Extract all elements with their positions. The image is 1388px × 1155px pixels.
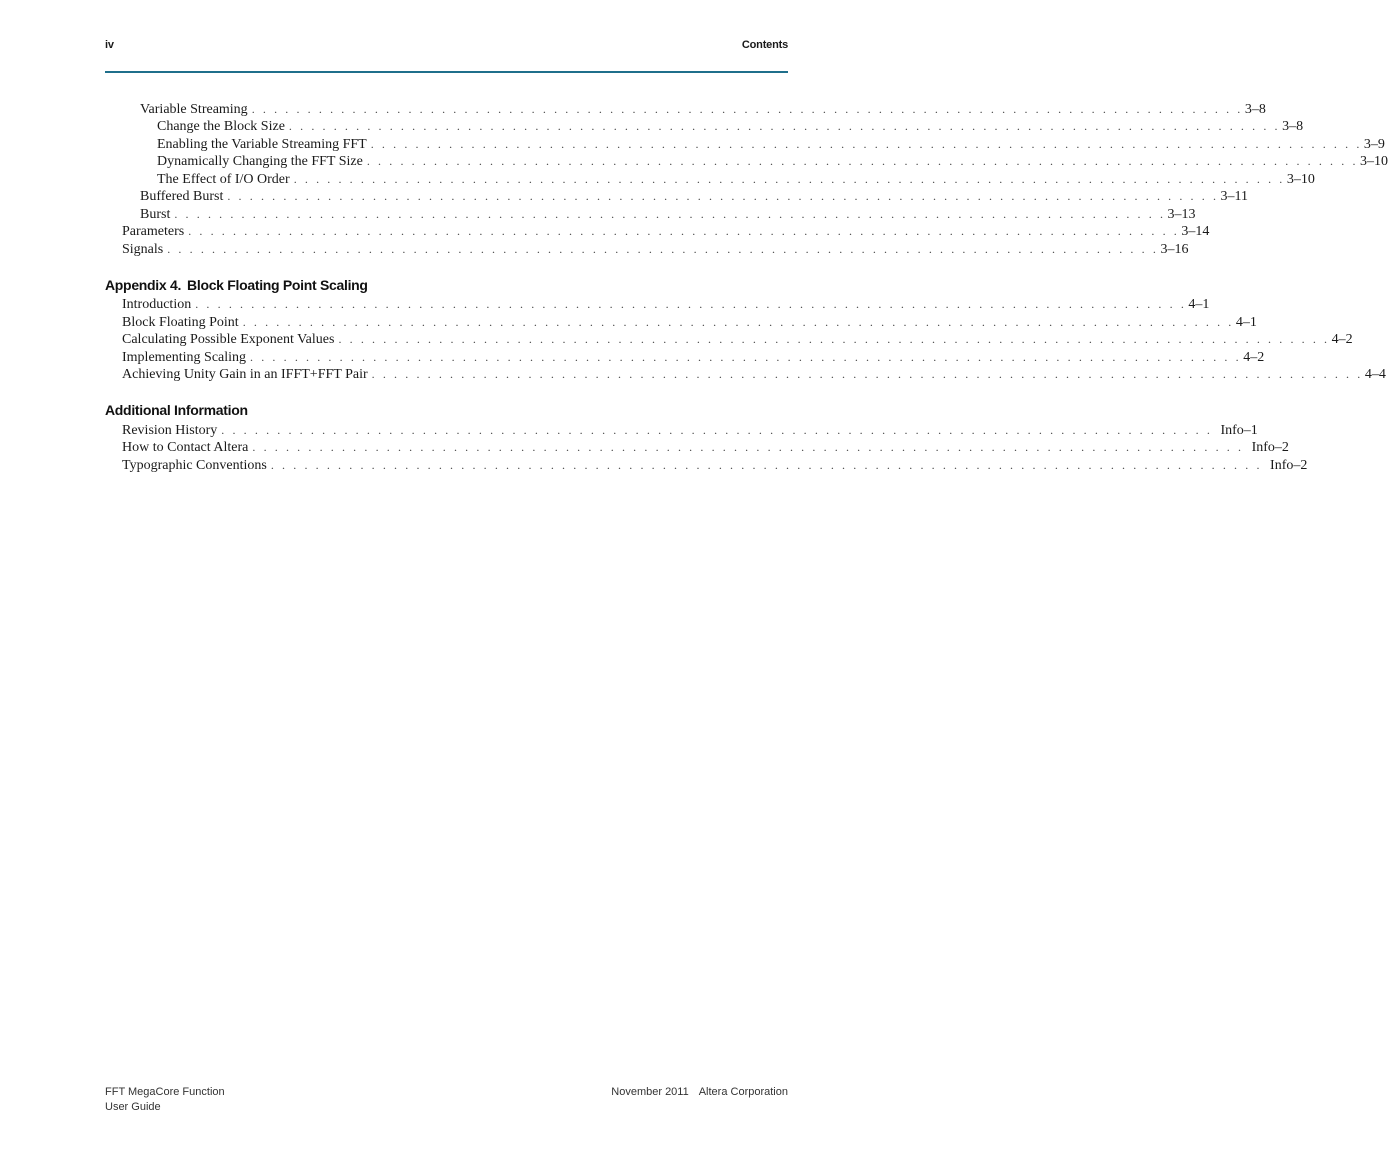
toc-entry-page: 3–14 xyxy=(1181,224,1210,239)
dot-leader: . . . . . . . . . . . . . . . . . . . . . . . . . . . . . . . . . . . . . . . . . . . . . . . . . . . . . . . . . . . . . . . . . . . . . . . . . . . . . . . . . . . . . . . . . xyxy=(288,119,1281,133)
dot-leader: . . . . . . . . . . . . . . . . . . . . . . . . . . . . . . . . . . . . . . . . . . . . . . . . . . . . . . . . . . . . . . . . . . . . . . . . . . . . . . . . . . . . . . . . . xyxy=(242,315,1234,329)
toc-entry-label: Variable Streaming xyxy=(140,102,248,117)
toc-entry-page: 4–1 xyxy=(1188,297,1210,312)
footer-company: Altera Corporation xyxy=(698,1086,788,1098)
toc-entry-label: Achieving Unity Gain in an IFFT+FFT Pair xyxy=(122,367,368,382)
toc-entry[interactable] xyxy=(157,171,1315,188)
dot-leader: . . . . . . . . . . . . . . . . . . . . . . . . . . . . . . . . . . . . . . . . . . . . . . . . . . . . . . . . . . . . . . . . . . . . . . . . . . . . . . . . . . . . . . . . . xyxy=(167,242,1159,256)
toc-entry-page: 3–13 xyxy=(1167,207,1196,222)
footer-title: FFT MegaCore Function xyxy=(105,1086,225,1098)
toc-entry[interactable] xyxy=(122,296,1210,313)
toc-entry-label: Block Floating Point xyxy=(122,315,239,330)
dot-leader: . . . . . . . . . . . . . . . . . . . . . . . . . . . . . . . . . . . . . . . . . . . . . . . . . . . . . . . . . . . . . . . . . . . . . . . . . . . . . . . . . . . . . . . . . xyxy=(174,207,1166,221)
toc-entry[interactable] xyxy=(122,422,1258,439)
dot-leader: . . . . . . . . . . . . . . . . . . . . . . . . . . . . . . . . . . . . . . . . . . . . . . . . . . . . . . . . . . . . . . . . . . . . . . . . . . . . . . . . . . . . . . . . . xyxy=(293,172,1285,186)
footer-left xyxy=(105,1085,225,1115)
toc-entry-label: Signals xyxy=(122,242,164,257)
toc-entry-label: Revision History xyxy=(122,423,218,438)
toc-entry-label: Dynamically Changing the FFT Size xyxy=(157,154,363,169)
toc-entry-label: Implementing Scaling xyxy=(122,350,247,365)
dot-leader: . . . . . . . . . . . . . . . . . . . . . . . . . . . . . . . . . . . . . . . . . . . . . . . . . . . . . . . . . . . . . . . . . . . . . . . . . . . . . . . . . . . . . . . . . xyxy=(371,367,1363,381)
dot-leader: . . . . . . . . . . . . . . . . . . . . . . . . . . . . . . . . . . . . . . . . . . . . . . . . . . . . . . . . . . . . . . . . . . . . . . . . . . . . . . . . . . . . . . . . . xyxy=(251,102,1243,116)
toc-entry[interactable] xyxy=(140,206,1196,223)
dot-leader: . . . . . . . . . . . . . . . . . . . . . . . . . . . . . . . . . . . . . . . . . . . . . . . . . . . . . . . . . . . . . . . . . . . . . . . . . . . . . . . . . . . . . . . . . xyxy=(195,297,1187,311)
toc-entry-page: 3–9 xyxy=(1363,137,1385,152)
section-heading[interactable] xyxy=(105,277,368,293)
dot-leader: . . . . . . . . . . . . . . . . . . . . . . . . . . . . . . . . . . . . . . . . . . . . . . . . . . . . . . . . . . . . . . . . . . . . . . . . . . . . . . . . . . . . . . . . . xyxy=(370,137,1362,151)
toc-entry-label: Typographic Conventions xyxy=(122,458,267,473)
section-heading[interactable] xyxy=(105,402,248,418)
toc-entry[interactable] xyxy=(122,349,1265,366)
dot-leader: . . . . . . . . . . . . . . . . . . . . . . . . . . . . . . . . . . . . . . . . . . . . . . . . . . . . . . . . . . . . . . . . . . . . . . . . . . . . . . . . . . . . . . . . . xyxy=(227,189,1219,203)
toc-entry-label: Change the Block Size xyxy=(157,119,285,134)
dot-leader: . . . . . . . . . . . . . . . . . . . . . . . . . . . . . . . . . . . . . . . . . . . . . . . . . . . . . . . . . . . . . . . . . . . . . . . . . . . . . . . . . . . . . . . . . xyxy=(221,423,1213,437)
toc-entry-label: Parameters xyxy=(122,224,185,239)
toc-entry-label: The Effect of I/O Order xyxy=(157,172,290,187)
dot-leader: . . . . . . . . . . . . . . . . . . . . . . . . . . . . . . . . . . . . . . . . . . . . . . . . . . . . . . . . . . . . . . . . . . . . . . . . . . . . . . . . . . . . . . . . . xyxy=(250,350,1242,364)
section-title: Additional Information xyxy=(105,402,248,418)
toc-entry-label: Buffered Burst xyxy=(140,189,224,204)
toc-entry-page: 3–10 xyxy=(1286,172,1315,187)
toc-entry[interactable] xyxy=(157,153,1388,170)
dot-leader: . . . . . . . . . . . . . . . . . . . . . . . . . . . . . . . . . . . . . . . . . . . . . . . . . . . . . . . . . . . . . . . . . . . . . . . . . . . . . . . . . . . . . . . . . xyxy=(270,458,1263,472)
footer-subtitle: User Guide xyxy=(105,1101,161,1113)
toc-entry-page: 3–10 xyxy=(1360,154,1388,169)
toc-entry[interactable] xyxy=(122,241,1189,258)
toc-entry[interactable] xyxy=(122,314,1257,331)
toc-entry-page: 4–2 xyxy=(1331,332,1353,347)
dot-leader: . . . . . . . . . . . . . . . . . . . . . . . . . . . . . . . . . . . . . . . . . . . . . . . . . . . . . . . . . . . . . . . . . . . . . . . . . . . . . . . . . . . . . . . . . xyxy=(188,224,1180,238)
toc-entry-page: 3–8 xyxy=(1244,102,1266,117)
toc-entry[interactable] xyxy=(140,101,1266,118)
toc-entry[interactable] xyxy=(157,118,1304,135)
toc-entry[interactable] xyxy=(140,188,1249,205)
toc-entry-page: Info–2 xyxy=(1251,440,1289,455)
page-number: iv xyxy=(105,39,114,51)
toc-entry[interactable] xyxy=(122,223,1210,240)
toc-entry-label: Burst xyxy=(140,207,171,222)
toc-entry-label: Calculating Possible Exponent Values xyxy=(122,332,335,347)
toc-entry-page: 4–2 xyxy=(1243,350,1265,365)
toc-entry-page: 3–8 xyxy=(1282,119,1304,134)
running-header: Contents xyxy=(741,39,788,51)
toc-entry-page: 3–16 xyxy=(1160,242,1189,257)
toc-entry[interactable] xyxy=(122,457,1308,474)
toc-entry[interactable] xyxy=(122,439,1289,456)
toc-entry-page: 4–4 xyxy=(1364,367,1386,382)
dot-leader: . . . . . . . . . . . . . . . . . . . . . . . . . . . . . . . . . . . . . . . . . . . . . . . . . . . . . . . . . . . . . . . . . . . . . . . . . . . . . . . . . . . . . . . . . xyxy=(366,154,1359,168)
section-title: Block Floating Point Scaling xyxy=(187,277,368,293)
toc-entry-page: Info–1 xyxy=(1220,423,1258,438)
toc-entry-label: Introduction xyxy=(122,297,192,312)
header-rule xyxy=(105,71,788,73)
toc-entry-page: 4–1 xyxy=(1235,315,1257,330)
toc-entry-page: 3–11 xyxy=(1220,189,1249,204)
toc-entry[interactable] xyxy=(122,366,1386,383)
toc-entry-label: Enabling the Variable Streaming FFT xyxy=(157,137,367,152)
footer-date: November 2011 xyxy=(611,1086,689,1098)
dot-leader: . . . . . . . . . . . . . . . . . . . . . . . . . . . . . . . . . . . . . . . . . . . . . . . . . . . . . . . . . . . . . . . . . . . . . . . . . . . . . . . . . . . . . . . . . xyxy=(252,440,1244,454)
section-number: Appendix 4. xyxy=(105,277,182,293)
toc-entry[interactable] xyxy=(157,136,1385,153)
toc-entry[interactable] xyxy=(122,331,1353,348)
footer-right xyxy=(611,1085,788,1100)
toc-entry-page: Info–2 xyxy=(1270,458,1308,473)
toc-entry-label: How to Contact Altera xyxy=(122,440,249,455)
dot-leader: . . . . . . . . . . . . . . . . . . . . . . . . . . . . . . . . . . . . . . . . . . . . . . . . . . . . . . . . . . . . . . . . . . . . . . . . . . . . . . . . . . . . . . . . . xyxy=(338,332,1330,346)
